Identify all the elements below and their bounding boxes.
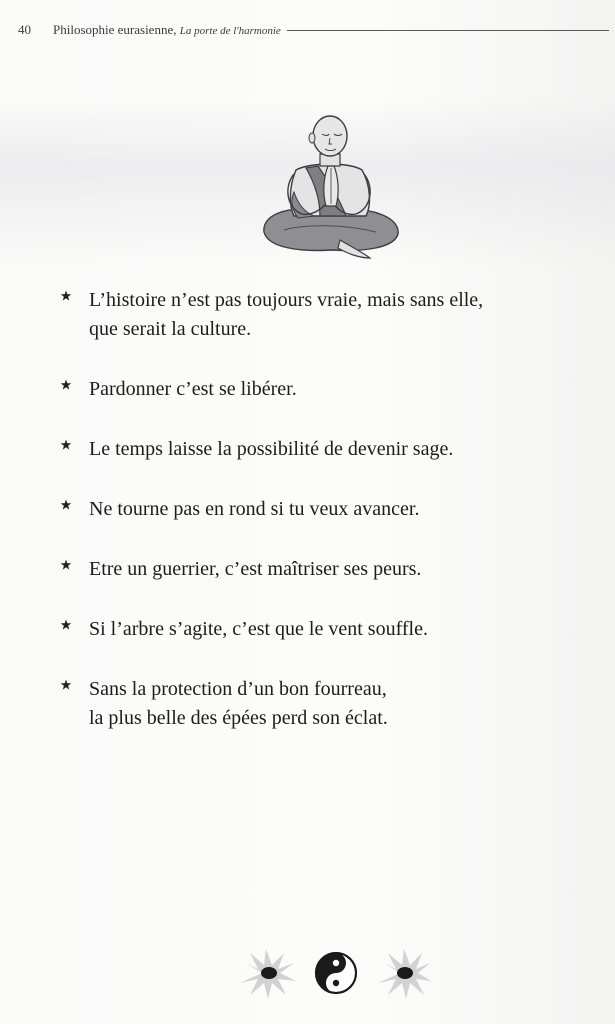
quote-line: Etre un guerrier, c’est maîtriser ses peurs. [89, 558, 422, 580]
quote-line: Sans la protection d’un bon fourreau, [89, 678, 387, 700]
list-item [58, 375, 578, 404]
running-header [18, 22, 609, 42]
book-title: Philosophie eurasienne, [53, 22, 177, 37]
yin-yang-icon [316, 953, 356, 993]
star-bullet-icon [60, 619, 72, 631]
list-item [58, 495, 578, 524]
right-ink-splash-icon [378, 949, 431, 999]
list-item [58, 675, 578, 733]
list-item [58, 286, 578, 344]
quote-line: Pardonner c’est se libérer. [89, 378, 297, 400]
meditating-monk-illustration [254, 112, 404, 260]
yin-yang-ornament [232, 945, 432, 1001]
star-bullet-icon [60, 679, 72, 691]
left-ink-splash-icon [240, 949, 296, 999]
star-bullet-icon [60, 499, 72, 511]
list-item [58, 615, 578, 644]
list-item [58, 435, 578, 464]
running-title [53, 22, 281, 38]
quote-line: Le temps laisse la possibilité de devenir sage. [89, 438, 454, 460]
star-bullet-icon [60, 290, 72, 302]
list-item [58, 555, 578, 584]
star-bullet-icon [60, 439, 72, 451]
quote-line: la plus belle des épées perd son éclat. [89, 707, 388, 729]
page-number: 40 [18, 22, 31, 37]
quote-line: que serait la culture. [89, 318, 252, 340]
aphorism-list [58, 286, 578, 764]
header-rule [287, 30, 609, 31]
quote-line: Ne tourne pas en rond si tu veux avancer. [89, 498, 420, 520]
quote-line: Si l’arbre s’agite, c’est que le vent souffle. [89, 618, 428, 640]
star-bullet-icon [60, 379, 72, 391]
star-bullet-icon [60, 559, 72, 571]
quote-line: L’histoire n’est pas toujours vraie, mais sans elle, [89, 289, 484, 311]
chapter-title: La porte de l'harmonie [179, 25, 281, 37]
